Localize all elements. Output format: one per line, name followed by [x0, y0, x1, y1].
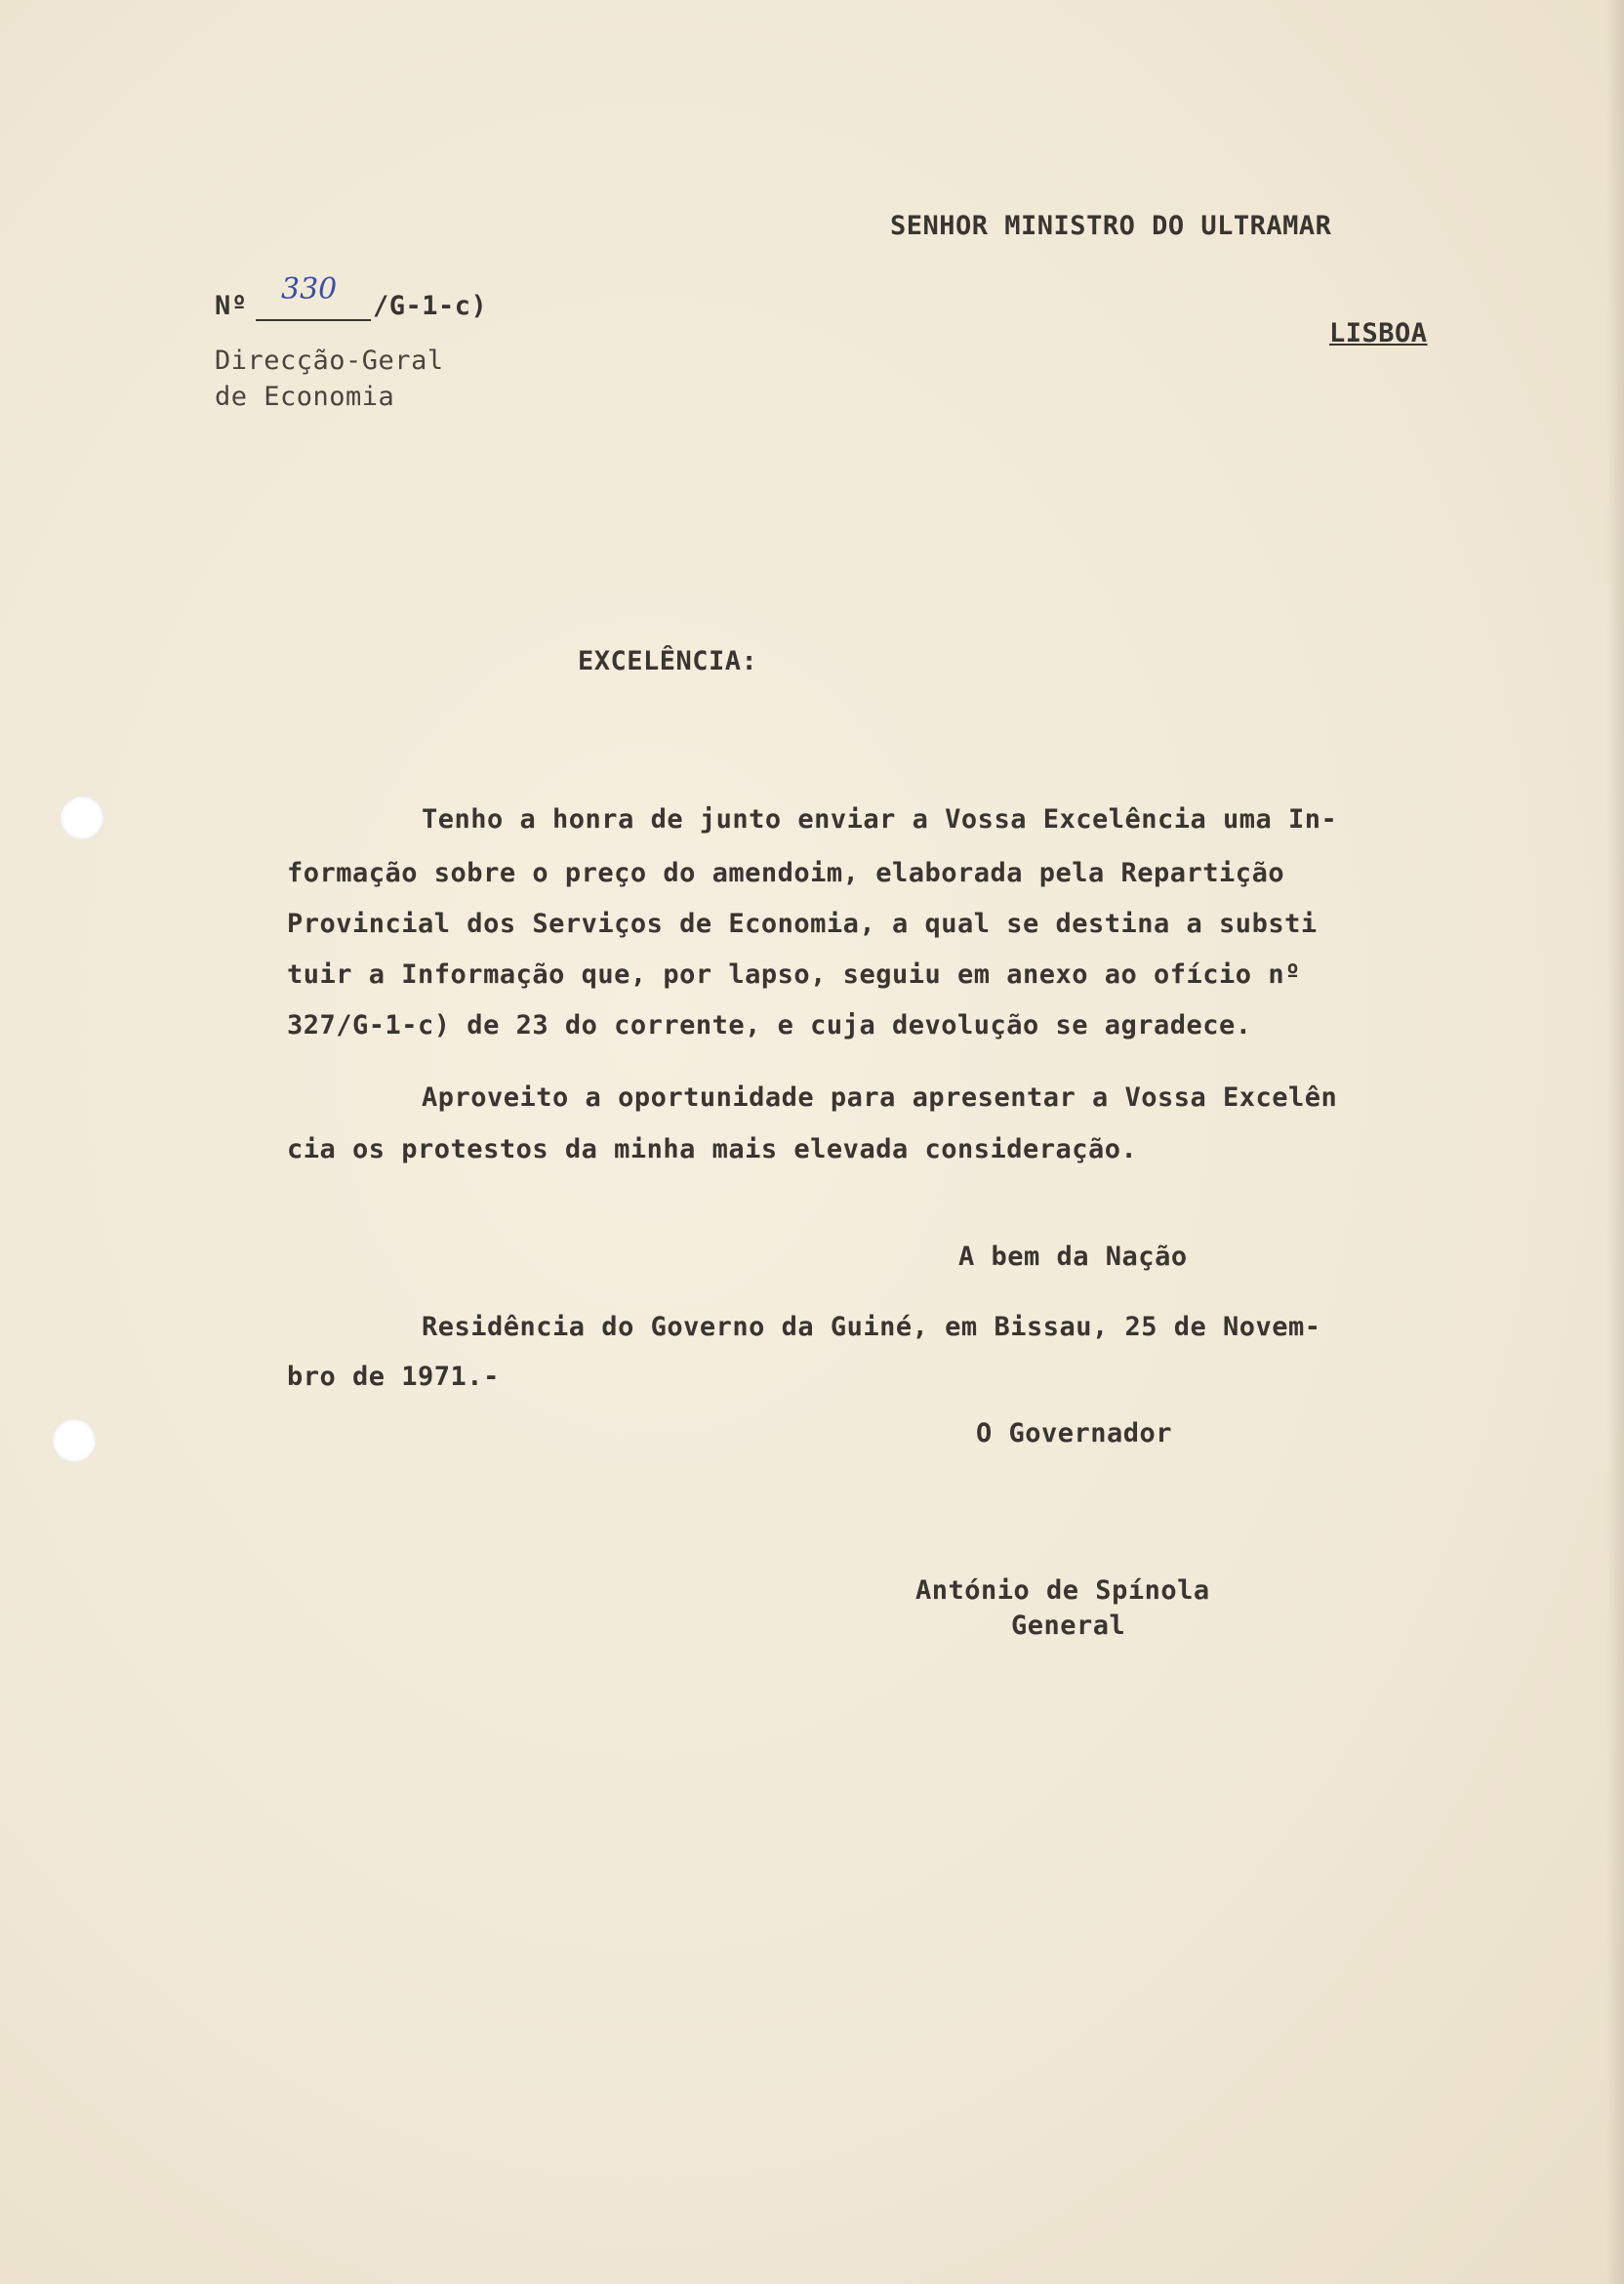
punch-hole-top: [60, 795, 104, 840]
reference-prefix: Nº: [215, 291, 248, 321]
paragraph-1-line: tuir a Informação que, por lapso, seguiu em anexo ao ofício nº: [287, 959, 1301, 990]
closing: A bem da Nação: [958, 1242, 1188, 1272]
signatory-name: António de Spínola: [915, 1575, 1210, 1606]
place-date-line: bro de 1971.-: [287, 1362, 500, 1392]
paragraph-1-line: Provincial dos Serviços de Economia, a qual se destina a substi: [287, 909, 1318, 939]
signatory-rank: General: [1011, 1611, 1126, 1641]
reference-handwritten-number: 330: [281, 272, 338, 306]
paragraph-1-line: 327/G-1-c) de 23 do corrente, e cuja devolução se agradece.: [287, 1010, 1252, 1040]
department-line-2: de Economia: [215, 382, 395, 412]
addressee: SENHOR MINISTRO DO ULTRAMAR: [890, 211, 1332, 241]
reference-blank-line: [256, 319, 371, 321]
paragraph-2-line: Aproveito a oportunidade para apresentar a Vossa Excelên: [422, 1082, 1338, 1113]
place-date-line: Residência do Governo da Guiné, em Bissau, 25 de Novem-: [422, 1312, 1321, 1342]
department-line-1: Direcção-Geral: [215, 346, 444, 376]
city: LISBOA: [1329, 318, 1428, 348]
paragraph-1-line: Tenho a honra de junto enviar a Vossa Excelência uma In-: [422, 804, 1338, 835]
signatory-title: O Governador: [976, 1418, 1173, 1448]
punch-hole-bottom: [52, 1418, 97, 1463]
paragraph-1-line: formação sobre o preço do amendoim, elaborada pela Repartição: [287, 858, 1285, 888]
reference-suffix: /G-1-c): [373, 291, 488, 321]
salutation: EXCELÊNCIA:: [578, 646, 758, 676]
paragraph-2-line: cia os protestos da minha mais elevada consideração.: [287, 1134, 1138, 1164]
